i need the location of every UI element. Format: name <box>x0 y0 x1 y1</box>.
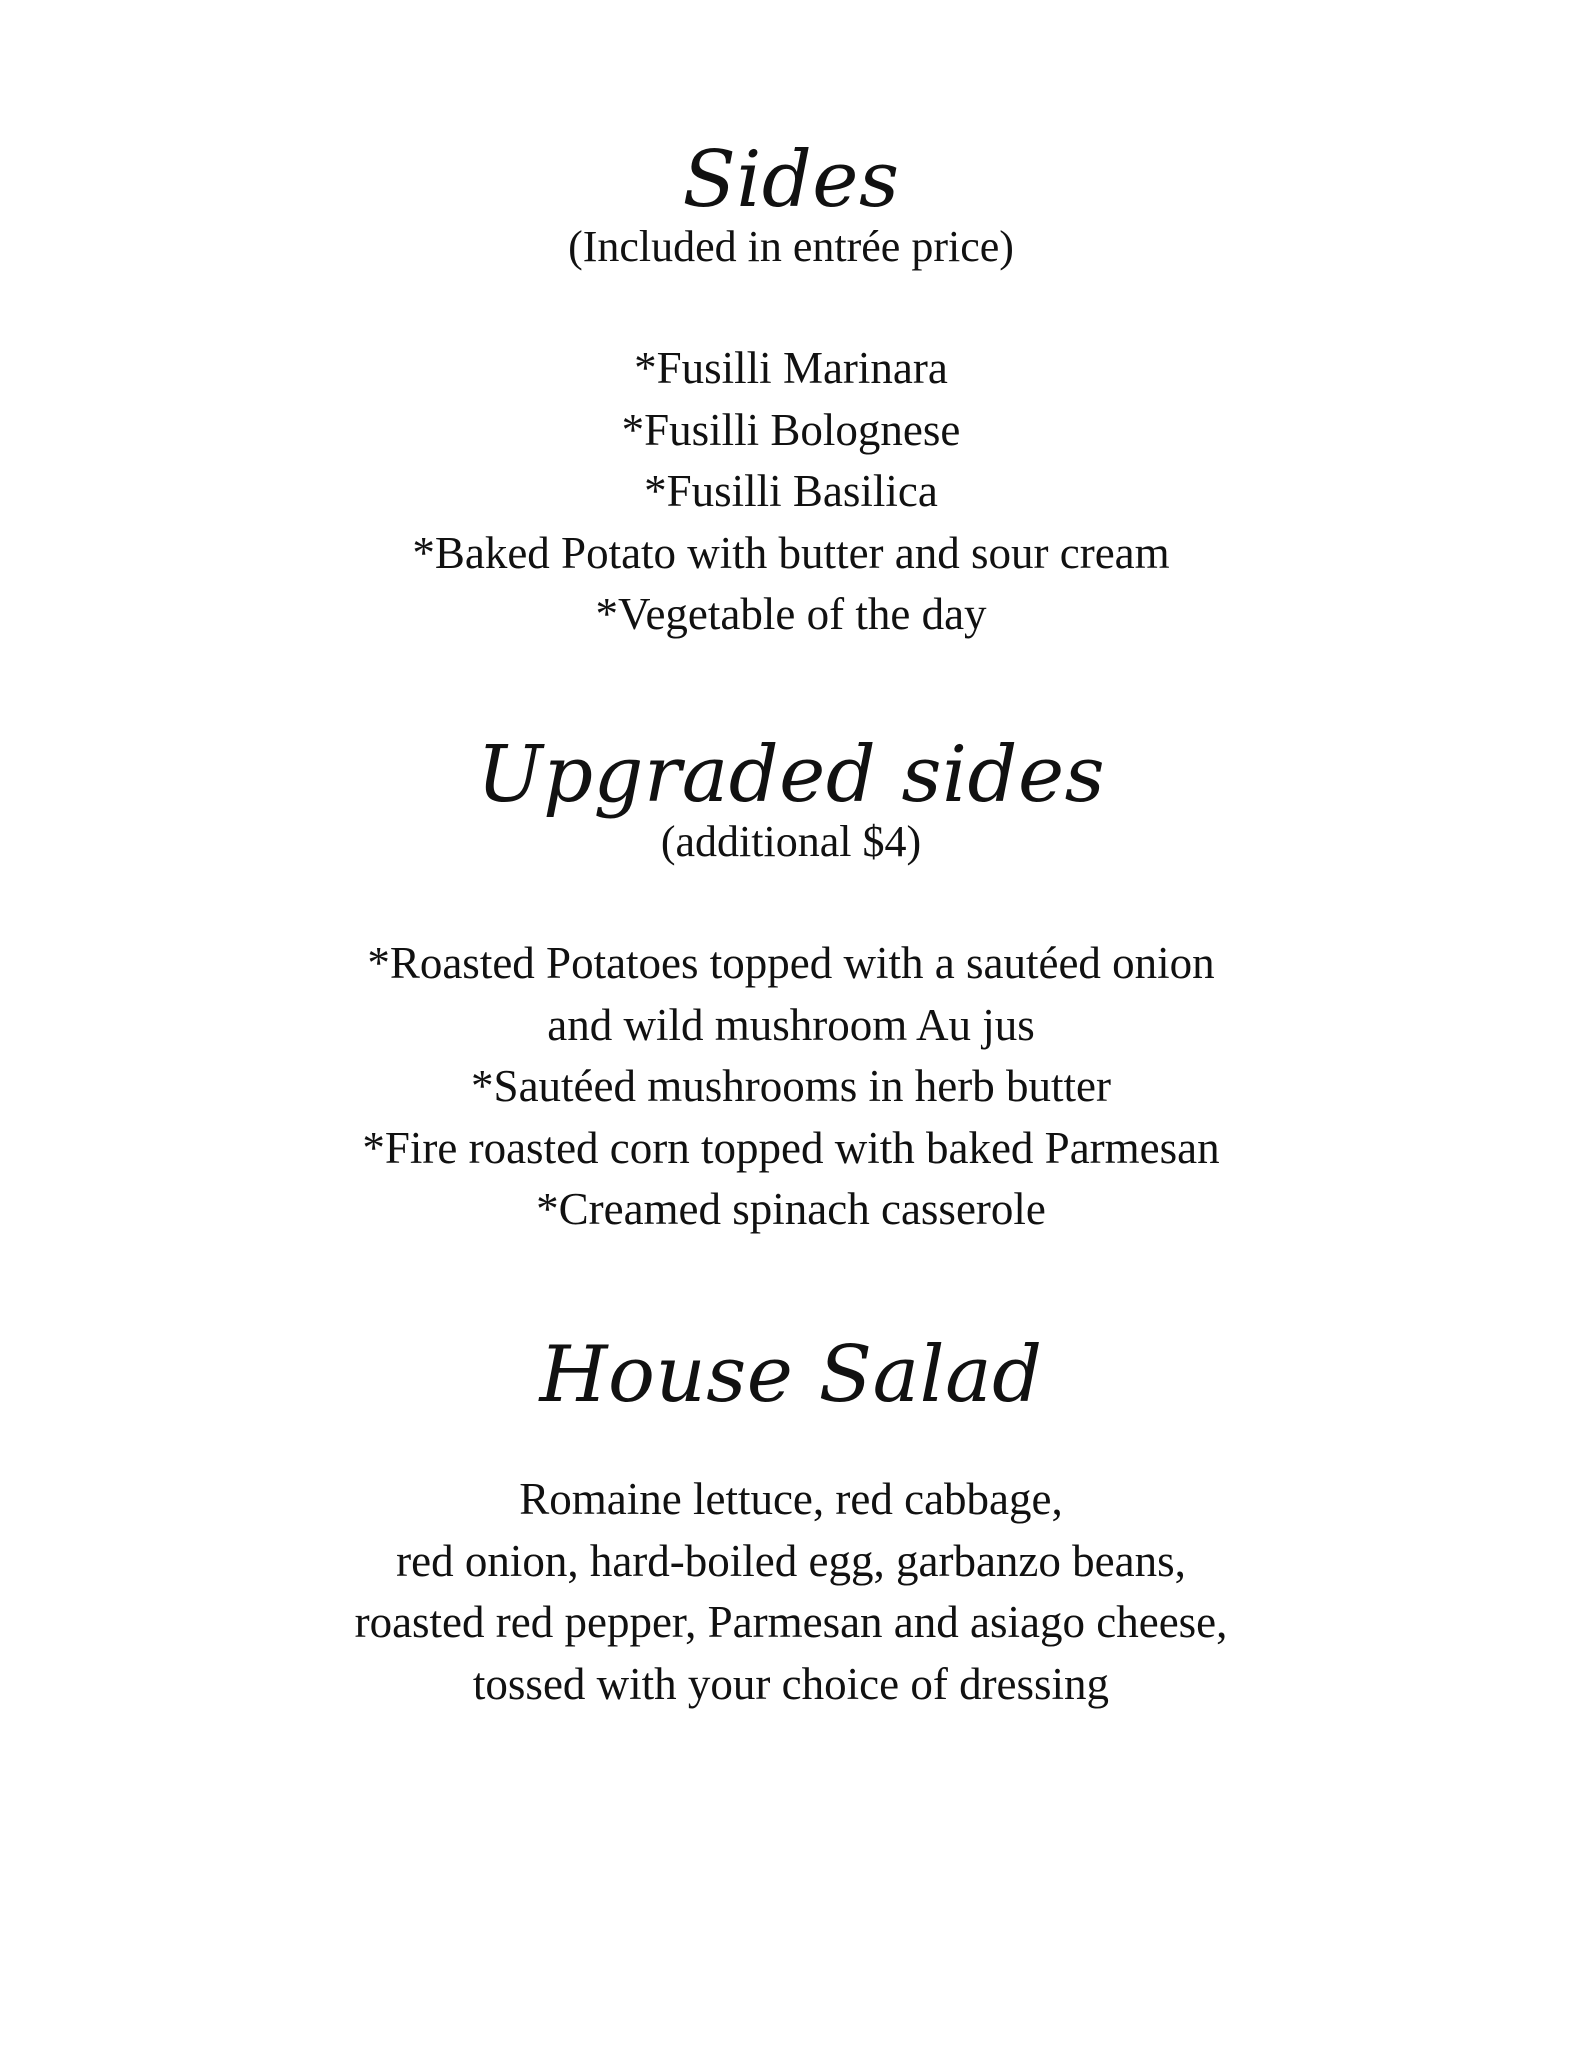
list-item: *Fusilli Bolognese <box>621 404 961 455</box>
house-salad-description <box>0 1469 1582 1715</box>
list-item: *Fusilli Marinara <box>634 343 948 393</box>
upgraded-sides-section <box>0 730 1582 1241</box>
description-line: roasted red pepper, Parmesan and asiago cheese, <box>354 1597 1228 1647</box>
list-item: *Roasted Potatoes topped with a sautéed onion <box>367 938 1215 988</box>
description-line: tossed with your choice of dressing <box>472 1658 1110 1709</box>
upgraded-sides-heading: Upgraded sides <box>476 730 1106 820</box>
house-salad-heading: House Salad <box>539 1330 1043 1420</box>
description-line: red onion, hard-boiled egg, garbanzo beans, <box>396 1535 1186 1586</box>
list-item: *Baked Potato with butter and sour cream <box>412 527 1170 578</box>
description-line: Romaine lettuce, red cabbage, <box>519 1474 1063 1524</box>
list-item: *Sautéed mushrooms in herb butter <box>471 1061 1111 1111</box>
list-item: *Creamed spinach casserole <box>536 1184 1046 1234</box>
sides-price-note: (Included in entrée price) <box>568 222 1014 271</box>
list-item: *Vegetable of the day <box>595 589 987 639</box>
list-item: *Fusilli Basilica <box>644 466 938 516</box>
house-salad-section <box>0 1330 1582 1715</box>
upgraded-sides-list <box>0 933 1582 1241</box>
sides-heading: Sides <box>682 135 900 225</box>
sides-section <box>0 135 1582 646</box>
upgraded-sides-price-note: (additional $4) <box>660 817 922 866</box>
sides-list <box>0 338 1582 646</box>
list-item: and wild mushroom Au jus <box>547 999 1035 1050</box>
list-item: *Fire roasted corn topped with baked Parmesan <box>362 1122 1220 1173</box>
